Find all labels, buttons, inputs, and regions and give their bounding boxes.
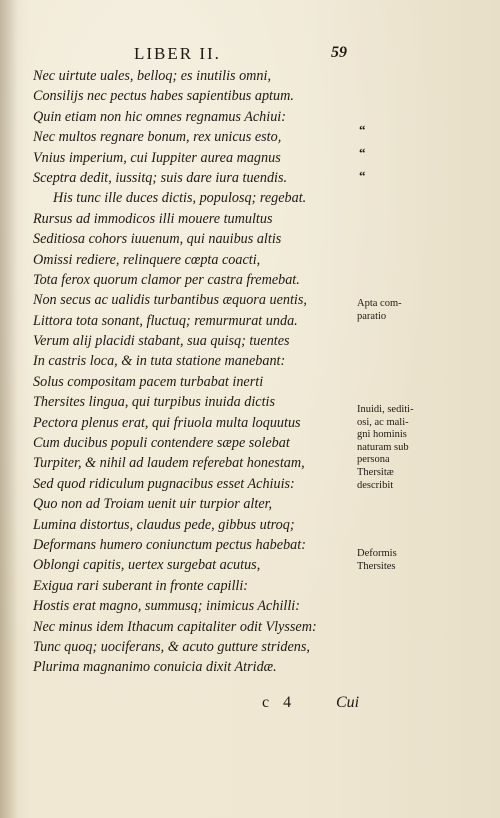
side-note-line: describit [357, 479, 394, 491]
page-header [0, 42, 500, 66]
side-note-line: paratio [357, 310, 387, 322]
verse-line: Non secus ac ualidis turbantibus æquora uentis, [33, 292, 307, 309]
verse-line: In castris loca, & in tuta statione manebant: [33, 353, 286, 370]
verse-line: Solus compositam pacem turbabat inerti [33, 373, 264, 390]
verse-line: Sceptra dedit, iussitq; suis dare iura tuendis. [33, 169, 288, 186]
side-note-line: gni hominis [357, 429, 407, 441]
side-note-line: Deformis [357, 548, 397, 559]
verse-line: Exigua rari suberant in fronte capilli: [33, 577, 249, 594]
quote-mark: “ [359, 145, 367, 160]
quote-mark: “ [359, 122, 367, 137]
side-note-line: persona [357, 454, 390, 466]
verse-line: Oblongi capitis, uertex surgebat acutus, [33, 557, 261, 574]
signature-mark: c 4 [262, 694, 297, 711]
verse-line: His tunc ille duces dictis, populosq; regebat. [53, 190, 307, 207]
verse-block [33, 66, 353, 678]
verse-line: Thersites lingua, qui turpibus inuida dictis [33, 394, 275, 411]
side-note-line: Thersitæ [357, 466, 394, 478]
verse-line: Quin etiam non hic omnes regnamus Achiui: [33, 108, 286, 125]
side-note-line: Thersites [357, 560, 396, 572]
catchword: Cui [336, 694, 360, 711]
verse-line: Verum alij placidi stabant, sua quisq; tuentes [33, 333, 290, 350]
verse-line: Plurima magnanimo conuicia dixit Atridæ. [33, 659, 277, 676]
verse-line: Nec multos regnare bonum, rex unicus esto, [33, 129, 282, 146]
verse-line: Cum ducibus populi contendere sæpe solebat [33, 435, 290, 452]
verse-line: Pectora plenus erat, qui friuola multa loquutus [33, 414, 301, 431]
side-note-line: osi, ac mali- [357, 416, 409, 428]
verse-line: Nec minus idem Ithacum capitaliter odit Vlyssem: [33, 618, 317, 635]
verse-line: Seditiosa cohors iuuenum, qui nauibus altis [33, 231, 282, 248]
verse-line: Rursus ad immodicos illi mouere tumultus [33, 210, 273, 227]
side-note [357, 548, 467, 573]
quote-mark: “ [359, 168, 367, 183]
verse-line: Turpiter, & nihil ad laudem referebat honestam, [33, 455, 305, 472]
verse-line: Sed quod ridiculum pugnacibus esset Achiuis: [33, 475, 295, 492]
verse-line: Omissi rediere, relinquere cœpta coacti, [33, 251, 261, 268]
verse-line: Hostis erat magno, summusq; inimicus Achilli: [33, 598, 300, 615]
side-note [357, 404, 467, 492]
side-note-line: naturam sub [357, 441, 409, 453]
verse-line: Littora tota sonant, fluctuq; remurmurat unda. [33, 312, 298, 329]
verse-line: Deformans humero coniunctum pectus habebat: [33, 536, 306, 553]
side-note [357, 298, 467, 323]
verse-line: Consilijs nec pectus habes sapientibus aptum. [33, 88, 294, 105]
folio-number: 59 [331, 44, 347, 61]
running-head: LIBER II. [134, 44, 221, 63]
verse-line: Tota ferox quorum clamor per castra fremebat. [33, 271, 300, 288]
page-footer [0, 694, 500, 716]
side-note-line: Apta com- [357, 298, 402, 309]
verse-line: Tunc quoq; uociferans, & acuto gutture stridens, [33, 638, 310, 655]
verse-line: Nec uirtute uales, belloq; es inutilis omni, [33, 68, 272, 84]
verse-line: Quo non ad Troiam uenit uir turpior alter, [33, 496, 273, 513]
verse-line: Lumina distortus, claudus pede, gibbus utroq; [33, 516, 295, 533]
side-note-line: Inuidi, sediti- [357, 404, 414, 415]
verse-line: Vnius imperium, cui Iuppiter aurea magnus [33, 149, 281, 166]
